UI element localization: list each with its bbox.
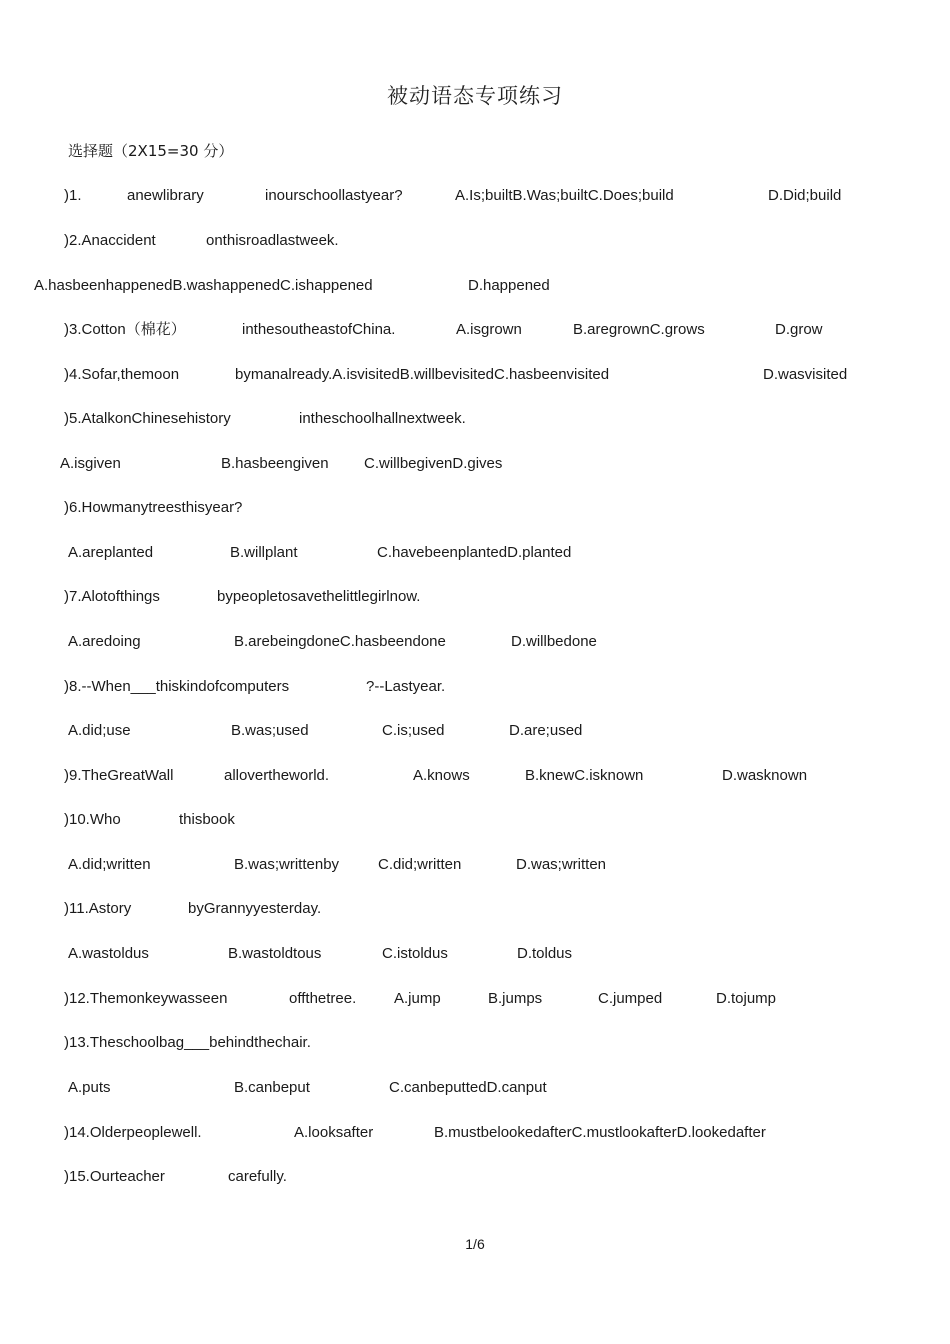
question-3-option-d: D.grow <box>775 321 823 338</box>
question-7-option-d: D.willbedone <box>511 633 597 650</box>
question-9-stem: )9.TheGreatWall <box>64 767 174 784</box>
question-10-stem: )10.Who <box>64 811 121 828</box>
question-6-stem: )6.Howmanytreesthisyear? <box>64 499 243 516</box>
question-12-option-d: D.tojump <box>716 990 777 1007</box>
question-4-stem: )4.Sofar,themoon <box>64 366 180 383</box>
question-6-option-cd: C.havebeenplantedD.planted <box>377 544 572 561</box>
question-14-option-bcd: B.mustbelookedafterC.mustlookafterD.lookedafter <box>434 1124 766 1141</box>
question-10-option-d: D.was;written <box>516 856 607 873</box>
question-1-option-abc: A.Is;builtB.Was;builtC.Does;build <box>455 187 674 204</box>
section-heading: 选择题（2X15=30 分） <box>68 142 234 160</box>
question-7-option-a: A.aredoing <box>68 633 141 650</box>
question-10-text: thisbook <box>179 811 235 828</box>
question-10-option-b: B.was;writtenby <box>234 856 340 873</box>
question-8-option-d: D.are;used <box>509 722 583 739</box>
question-6-option-a: A.areplanted <box>68 544 154 561</box>
question-1-text-2: inourschoollastyear? <box>265 187 403 204</box>
question-3-option-a: A.isgrown <box>456 321 522 338</box>
question-15-text: carefully. <box>228 1168 287 1185</box>
question-2-text: onthisroadlastweek. <box>206 232 339 249</box>
question-13-option-cd: C.canbeputtedD.canput <box>389 1079 547 1096</box>
question-10-option-a: A.did;written <box>68 856 151 873</box>
question-8-stem: )8.--When___thiskindofcomputers <box>64 678 290 695</box>
question-11-option-c: C.istoldus <box>382 945 448 962</box>
question-9-text: allovertheworld. <box>224 767 330 784</box>
question-14-option-a: A.looksafter <box>294 1124 374 1141</box>
question-11-stem: )11.Astory <box>64 900 132 917</box>
question-2-option-abc: A.hasbeenhappenedB.washappenedC.ishappened <box>34 277 373 294</box>
question-12-stem: )12.Themonkeywasseen <box>64 990 228 1007</box>
question-11-option-a: A.wastoldus <box>68 945 149 962</box>
question-12-option-b: B.jumps <box>488 990 543 1007</box>
question-7-option-bc: B.arebeingdoneC.hasbeendone <box>234 633 446 650</box>
question-3-option-bc: B.aregrownC.grows <box>573 321 705 338</box>
question-1-stem: )1. <box>64 187 82 204</box>
question-5-option-cd: C.willbegivenD.gives <box>364 455 503 472</box>
question-8-option-c: C.is;used <box>382 722 445 739</box>
question-15-stem: )15.Ourteacher <box>64 1168 165 1185</box>
question-9-option-bc: B.knewC.isknown <box>525 767 644 784</box>
question-13-option-b: B.canbeput <box>234 1079 310 1096</box>
question-12-option-c: C.jumped <box>598 990 663 1007</box>
question-13-stem: )13.Theschoolbag___behindthechair. <box>64 1034 311 1051</box>
question-12-option-a: A.jump <box>394 990 441 1007</box>
question-10-option-c: C.did;written <box>378 856 462 873</box>
question-8-option-a: A.did;use <box>68 722 131 739</box>
question-9-option-d: D.wasknown <box>722 767 808 784</box>
question-13-option-a: A.puts <box>68 1079 111 1096</box>
question-9-option-a: A.knows <box>413 767 470 784</box>
question-1-option-d: D.Did;build <box>768 187 842 204</box>
question-7-stem: )7.Alotofthings <box>64 588 160 605</box>
question-6-option-b: B.willplant <box>230 544 298 561</box>
question-8-text: ?--Lastyear. <box>366 678 446 695</box>
question-7-text: bypeopletosavethelittlegirlnow. <box>217 588 421 605</box>
question-11-option-b: B.wastoldtous <box>228 945 322 962</box>
question-5-option-b: B.hasbeengiven <box>221 455 329 472</box>
question-5-stem: )5.AtalkonChinesehistory <box>64 410 231 427</box>
question-2-option-d: D.happened <box>468 277 550 294</box>
question-11-text: byGrannyyesterday. <box>188 900 322 917</box>
question-4-option-d: D.wasvisited <box>763 366 848 383</box>
page-number: 1/6 <box>465 1236 485 1252</box>
question-3-text: inthesoutheastofChina. <box>242 321 396 338</box>
question-11-option-d: D.toldus <box>517 945 573 962</box>
page-title: 被动语态专项练习 <box>387 84 563 108</box>
question-5-text: intheschoolhallnextweek. <box>299 410 466 427</box>
question-8-option-b: B.was;used <box>231 722 309 739</box>
question-14-stem: )14.Olderpeoplewell. <box>64 1124 202 1141</box>
question-4-text: bymanalready.A.isvisitedB.willbevisitedC.hasbeenvisited <box>235 366 610 383</box>
question-5-option-a: A.isgiven <box>60 455 121 472</box>
question-2-stem: )2.Anaccident <box>64 232 156 249</box>
question-1-text: anewlibrary <box>127 187 204 204</box>
question-12-text: offthetree. <box>289 990 357 1007</box>
question-3-stem: )3.Cotton（棉花） <box>64 321 186 338</box>
